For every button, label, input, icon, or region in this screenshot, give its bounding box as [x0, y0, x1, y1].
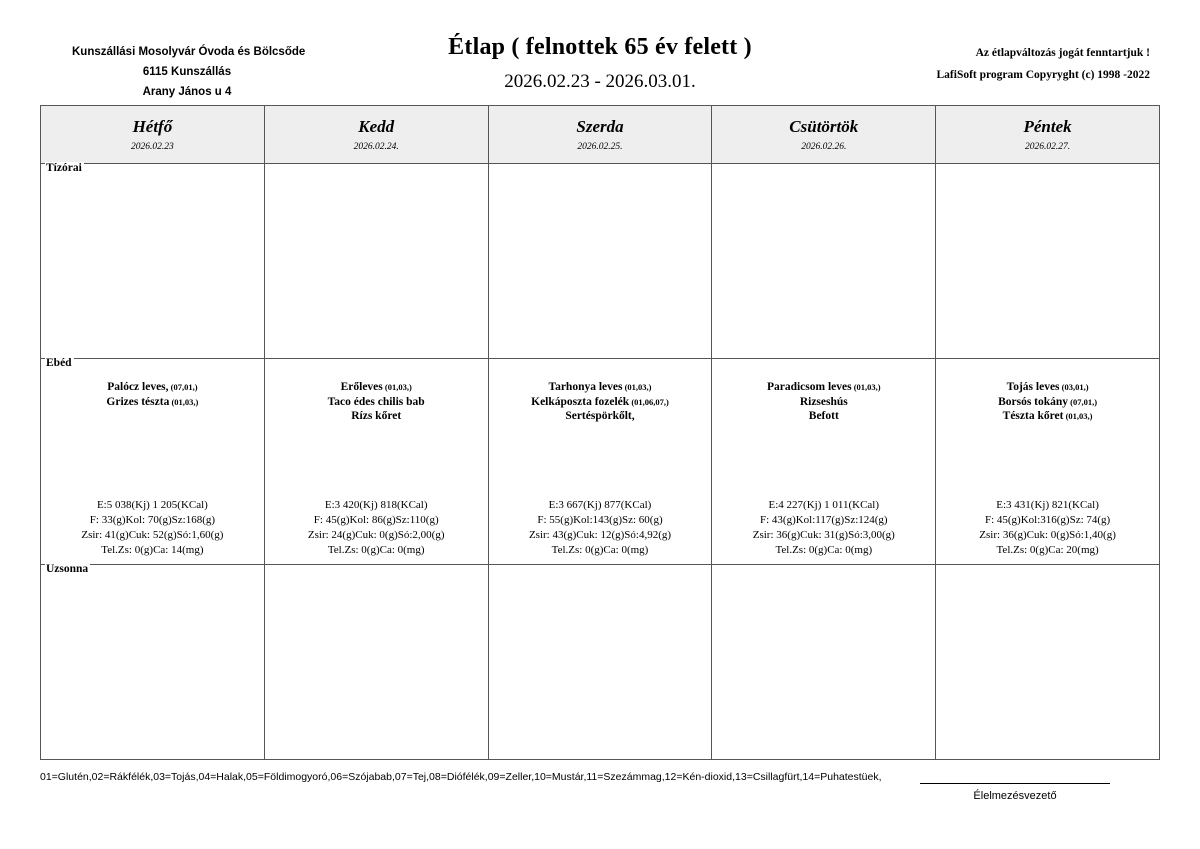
document-header — [0, 34, 1200, 100]
document-footer — [0, 765, 1200, 825]
day-name: Péntek — [1023, 116, 1072, 136]
nutrition-block — [712, 498, 935, 558]
dish-name: Taco édes chilis bab — [327, 395, 425, 408]
dish-allergens: (01,03,) — [382, 382, 412, 393]
weekly-menu-table — [40, 105, 1160, 760]
dish-list — [718, 380, 929, 424]
nutrition-line: Zsir: 36(g)Cuk: 31(g)Só:3,00(g) — [752, 528, 895, 541]
nutrition-line: F: 45(g)Kol:316(g)Sz: 74(g) — [984, 513, 1111, 526]
meal-label-breakfast: Tízórai — [46, 161, 82, 174]
dish-name: Kelkáposzta fozelék — [531, 395, 630, 408]
nutrition-line: E:3 667(Kj) 877(KCal) — [548, 498, 652, 511]
dish-item — [495, 409, 706, 424]
meal-row-breakfast — [41, 161, 1159, 359]
day-date: 2026.02.25. — [577, 141, 623, 152]
dish-item — [718, 395, 929, 410]
cell-snack-wednesday — [489, 565, 713, 759]
dish-item — [271, 409, 482, 424]
meal-label-lunch: Ebéd — [46, 357, 72, 370]
day-date: 2026.02.26. — [801, 141, 847, 152]
nutrition-line: Tel.Zs: 0(g)Ca: 0(mg) — [551, 543, 649, 556]
day-name: Csütörtök — [789, 116, 859, 136]
cell-breakfast-friday — [936, 164, 1159, 358]
page-title: Étlap ( felnottek 65 év felett ) — [448, 34, 752, 60]
dish-item — [942, 380, 1153, 395]
day-name: Hétfő — [132, 116, 173, 136]
nutrition-line: Zsir: 36(g)Cuk: 0(g)Só:1,40(g) — [979, 528, 1116, 541]
dish-name: Tarhonya leves — [548, 381, 623, 394]
dish-allergens: (01,06,07,) — [629, 396, 669, 407]
dish-item — [942, 409, 1153, 424]
meal-row-lunch — [41, 359, 1159, 564]
nutrition-line: Zsir: 24(g)Cuk: 0(g)Só:2,00(g) — [307, 528, 445, 541]
nutrition-line: E:3 431(Kj) 821(KCal) — [996, 498, 1099, 511]
signature-label: Élelmezésvezető — [973, 790, 1057, 802]
day-header-thursday — [712, 106, 936, 163]
cell-breakfast-thursday — [712, 164, 936, 358]
dish-item — [942, 395, 1153, 410]
nutrition-block — [265, 498, 488, 558]
dish-allergens: (07,01,) — [1068, 396, 1098, 407]
dish-name: Befott — [808, 410, 839, 423]
dish-item — [495, 395, 706, 410]
dish-name: Paradicsom leves — [766, 381, 852, 394]
organization-name: Kunszállási Mosolyvár Óvoda és Bölcsőde — [72, 46, 306, 58]
signature-line — [920, 783, 1110, 784]
dish-item — [271, 395, 482, 410]
nutrition-line: F: 43(g)Kol:117(g)Sz:124(g) — [759, 513, 888, 526]
nutrition-line: E:3 420(Kj) 818(KCal) — [324, 498, 428, 511]
dish-name: Sertéspörkőlt, — [565, 410, 635, 423]
nutrition-block — [41, 498, 264, 558]
dish-allergens: (07,01,) — [168, 382, 198, 393]
day-header-row — [41, 106, 1159, 164]
dish-item — [718, 380, 929, 395]
dish-name: Rízs kőret — [351, 410, 402, 423]
day-name: Kedd — [358, 116, 395, 136]
dish-name: Erőleves — [340, 381, 383, 394]
cell-breakfast-tuesday — [265, 164, 489, 358]
dish-list — [271, 380, 482, 424]
nutrition-line: Tel.Zs: 0(g)Ca: 14(mg) — [101, 543, 204, 556]
nutrition-line: Zsir: 41(g)Cuk: 52(g)Só:1,60(g) — [81, 528, 224, 541]
cell-lunch-monday — [41, 359, 265, 563]
cell-breakfast-monday — [41, 161, 265, 358]
title-block — [380, 34, 820, 93]
date-range: 2026.02.23 - 2026.03.01. — [504, 71, 696, 92]
rights-note: Az étlapváltozás jogát fenntartjuk ! — [975, 47, 1150, 59]
dish-allergens: (01,03,) — [622, 382, 652, 393]
cell-lunch-wednesday — [489, 359, 713, 563]
cell-lunch-friday — [936, 359, 1159, 563]
dish-allergens: (01,03,) — [851, 382, 881, 393]
cell-snack-friday — [936, 565, 1159, 759]
nutrition-block — [489, 498, 712, 558]
dish-name: Palócz leves, — [107, 381, 169, 394]
day-date: 2026.02.23 — [131, 141, 174, 152]
notes-block — [790, 42, 1150, 86]
meal-label-snack: Uzsonna — [46, 562, 89, 575]
cell-snack-thursday — [712, 565, 936, 759]
dish-name: Tészta kőret — [1002, 410, 1064, 423]
dish-item — [495, 380, 706, 395]
nutrition-line: F: 45(g)Kol: 86(g)Sz:110(g) — [313, 513, 439, 526]
program-copyright: LafiSoft program Copyryght (c) 1998 -2022 — [936, 69, 1150, 81]
cell-snack-monday — [41, 562, 265, 759]
nutrition-line: F: 33(g)Kol: 70(g)Sz:168(g) — [89, 513, 216, 526]
dish-list — [47, 380, 258, 409]
dish-item — [47, 395, 258, 410]
dish-name: Tojás leves — [1006, 381, 1060, 394]
dish-name: Borsós tokány — [998, 395, 1069, 408]
nutrition-line: Zsir: 43(g)Cuk: 12(g)Só:4,92(g) — [528, 528, 672, 541]
organization-street: Arany János u 4 — [142, 86, 232, 98]
nutrition-line: E:5 038(Kj) 1 205(KCal) — [96, 498, 208, 511]
dish-item — [47, 380, 258, 395]
nutrition-line: F: 55(g)Kol:143(g)Sz: 60(g) — [537, 513, 663, 526]
day-header-monday — [41, 106, 265, 163]
dish-allergens: (01,03,) — [1063, 411, 1093, 422]
dish-item — [271, 380, 482, 395]
cell-snack-tuesday — [265, 565, 489, 759]
organization-block — [72, 42, 372, 102]
cell-breakfast-wednesday — [489, 164, 713, 358]
nutrition-block — [936, 498, 1159, 558]
cell-lunch-thursday — [712, 359, 936, 563]
cell-lunch-tuesday — [265, 359, 489, 563]
day-name: Szerda — [576, 116, 624, 136]
nutrition-line: Tel.Zs: 0(g)Ca: 0(mg) — [775, 543, 873, 556]
day-header-tuesday — [265, 106, 489, 163]
organization-zip-city: 6115 Kunszállás — [142, 66, 232, 78]
meal-row-snack — [41, 562, 1159, 759]
dish-allergens: (01,03,) — [169, 396, 199, 407]
allergen-legend: 01=Glutén,02=Rákfélék,03=Tojás,04=Halak,05=Földimogyoró,06=Szójabab,07=Tej,08=Diófélék,09=Zeller,10=Mustár,11=Szezámmag,12=Kén-dioxid,13=Csillagfürt,14=Puhatestüek, — [40, 771, 882, 783]
dish-allergens: (03,01,) — [1059, 382, 1089, 393]
nutrition-line: Tel.Zs: 0(g)Ca: 20(mg) — [996, 543, 1099, 556]
dish-name: Grizes tészta — [106, 395, 170, 408]
dish-list — [495, 380, 706, 424]
day-date: 2026.02.27. — [1025, 141, 1071, 152]
dish-name: Rizseshús — [799, 395, 848, 408]
signature-block — [915, 773, 1115, 802]
dish-list — [942, 380, 1153, 424]
day-header-friday — [936, 106, 1159, 163]
day-header-wednesday — [489, 106, 713, 163]
nutrition-line: E:4 227(Kj) 1 011(KCal) — [768, 498, 880, 511]
dish-item — [718, 409, 929, 424]
day-date: 2026.02.24. — [353, 141, 399, 152]
nutrition-line: Tel.Zs: 0(g)Ca: 0(mg) — [327, 543, 425, 556]
